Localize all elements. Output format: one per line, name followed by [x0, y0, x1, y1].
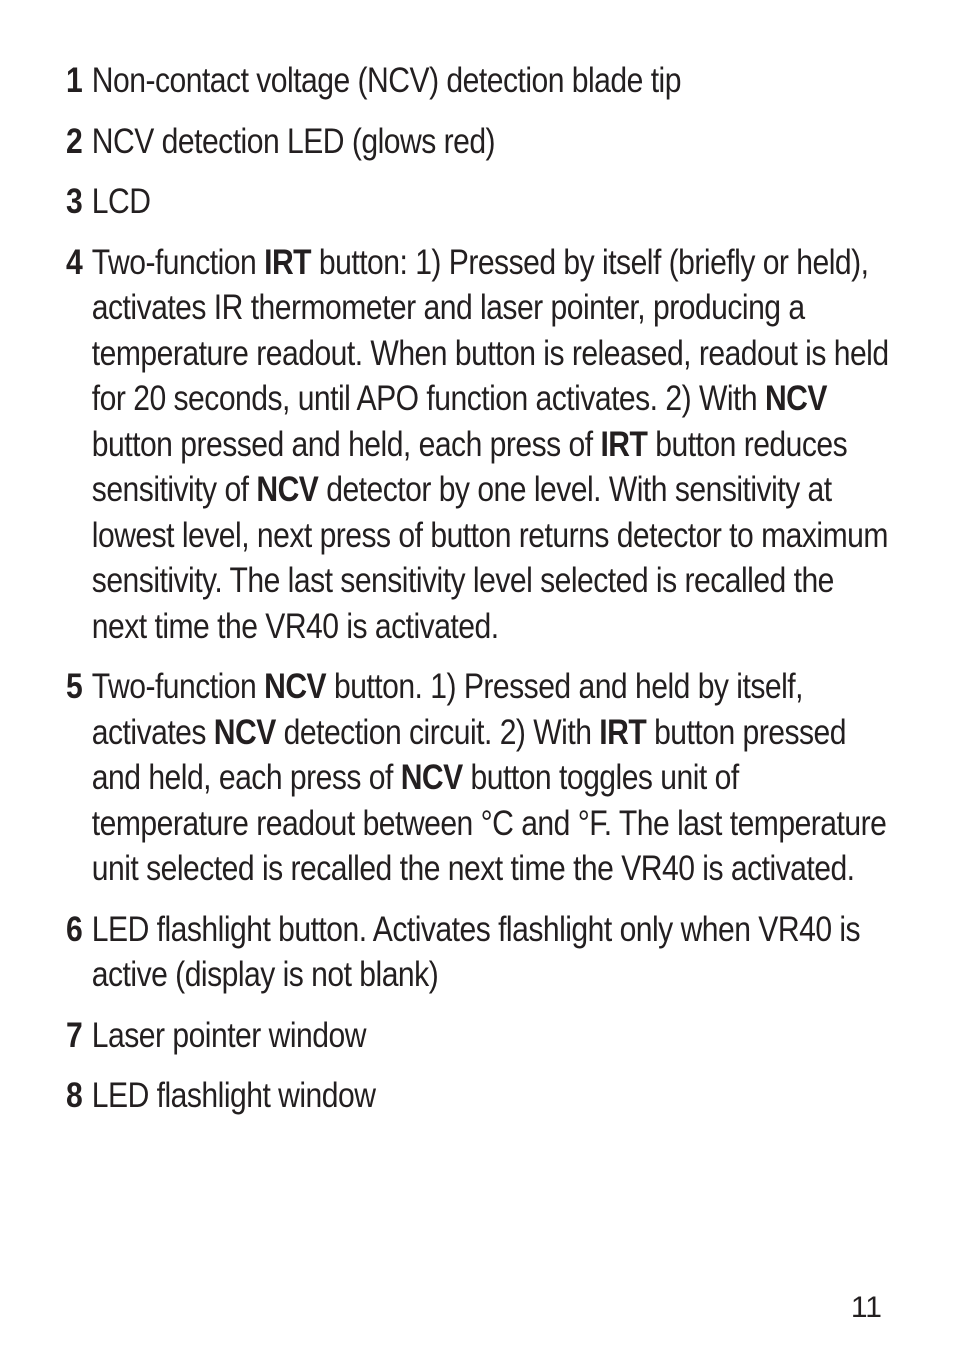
item-number: 2 [66, 121, 83, 161]
item-text: Two-function [91, 242, 265, 282]
legend-list [66, 58, 889, 1119]
item-text: button. 1) Pressed and held by itself, activates [91, 667, 803, 752]
legend-item-7 [66, 1013, 892, 1059]
ncv-button-term: NCV [400, 758, 463, 797]
item-text: NCV detection LED (glows red) [91, 121, 496, 161]
item-text: button pressed and held, each press of [91, 712, 846, 797]
item-number: 3 [66, 182, 83, 221]
item-text: button: 1) Pressed by itself (briefly or held), activates IR thermometer and laser pointer, producing a temperature readout. When button is released, readout is held for 20 seconds, until APO function activates. 2) With [91, 242, 889, 418]
irt-button-term: IRT [264, 242, 312, 282]
item-number: 8 [66, 1076, 83, 1115]
page-number: 11 [850, 1291, 882, 1324]
item-number: 5 [66, 667, 83, 706]
item-text: detection circuit. 2) With [275, 712, 600, 752]
item-text: button pressed and held, each press of [91, 424, 601, 464]
item-number: 1 [66, 61, 83, 100]
item-text: Two-function [91, 667, 265, 706]
item-text: button toggles unit of temperature readout between °C and °F. The last temperature unit selected is recalled the next time the VR40 is activated. [91, 758, 887, 888]
item-text: button reduces sensitivity of [91, 424, 848, 509]
legend-item-6 [66, 907, 892, 998]
legend-item-8 [66, 1073, 892, 1119]
ncv-button-term: NCV [764, 379, 827, 418]
item-number: 7 [66, 1015, 83, 1055]
irt-button-term: IRT [599, 712, 647, 752]
legend-item-2 [66, 119, 892, 165]
ncv-button-term: NCV [213, 712, 276, 752]
legend-item-3 [66, 179, 892, 225]
item-number: 6 [66, 909, 83, 949]
item-text: LED flashlight button. Activates flashlight only when VR40 is active (display is not blank) [91, 909, 861, 994]
item-text: LCD [91, 182, 151, 221]
item-text: LED flashlight window [91, 1076, 376, 1115]
item-number: 4 [66, 242, 83, 282]
legend-item-1 [66, 58, 892, 104]
legend-item-5 [66, 664, 892, 892]
item-text: detector by one level. With sensitivity at lowest level, next press of button returns detector to maximum sensitivity. The last sensitivity level selected is recalled the next time the VR40 is activated. [91, 470, 888, 646]
legend-item-4 [66, 240, 892, 650]
ncv-button-term: NCV [264, 667, 327, 706]
item-text: Non-contact voltage (NCV) detection blade tip [91, 61, 681, 100]
item-text: Laser pointer window [91, 1015, 366, 1055]
irt-button-term: IRT [600, 424, 648, 464]
ncv-button-term: NCV [256, 470, 319, 509]
